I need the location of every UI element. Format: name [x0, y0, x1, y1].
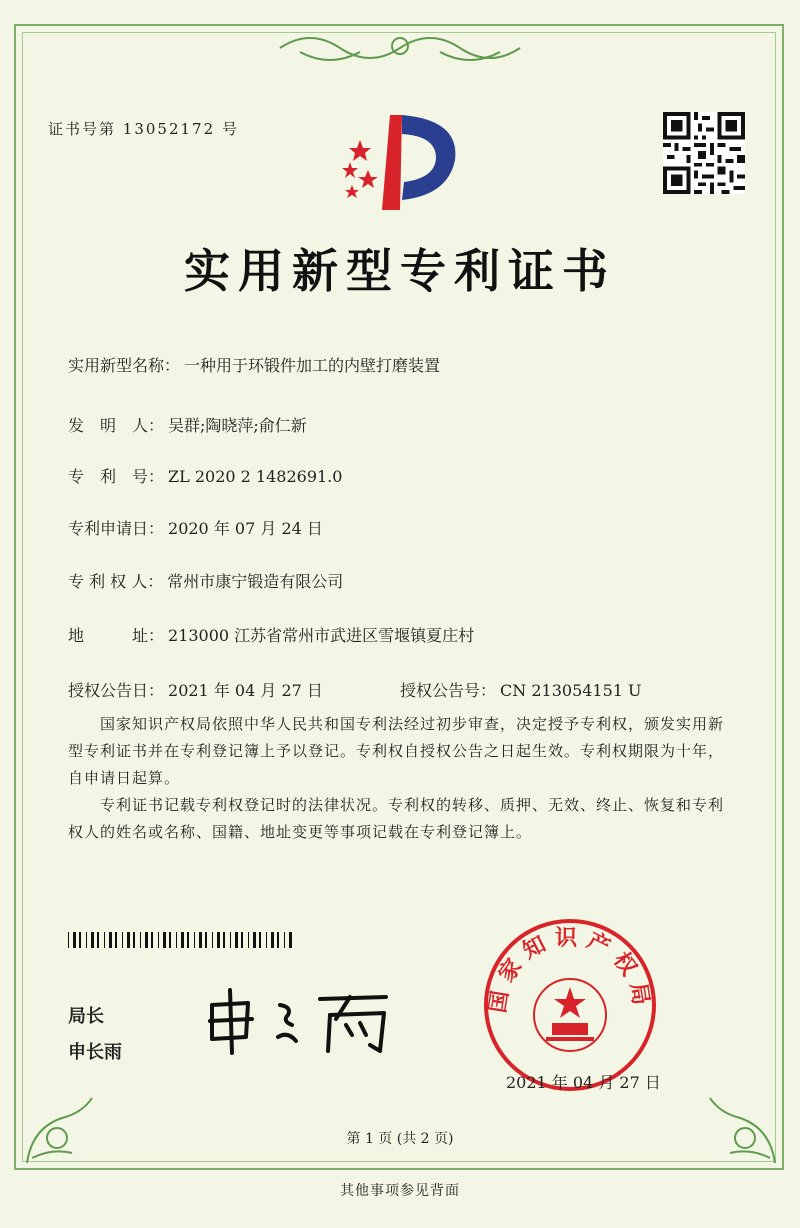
field-address: [68, 623, 474, 646]
field-name: [68, 353, 440, 376]
certificate-number: [48, 118, 239, 139]
field-holder-label: 专 利 权 人：: [68, 572, 164, 591]
field-grant-no: [400, 678, 642, 701]
field-apply-date-label: 专利申请日：: [68, 519, 165, 538]
director-name: 申长雨: [68, 1042, 122, 1063]
field-apply-date: [68, 516, 323, 539]
field-name-label: 实用新型名称：: [68, 356, 181, 375]
seal-text: 国家知识产权局: [485, 926, 655, 1015]
certificate-title: 实用新型专利证书: [184, 244, 616, 298]
certificate-number-suffix: 号: [221, 120, 239, 138]
certificate-number-value: 13052172: [122, 120, 216, 138]
field-address-value: 213000 江苏省常州市武进区雪堰镇夏庄村: [168, 626, 475, 645]
page-number: 第 1 页 (共 2 页): [346, 1131, 454, 1147]
field-apply-date-value: 2020 年 07 月 24 日: [168, 519, 323, 538]
field-grant-date: [68, 678, 323, 701]
field-grant-date-label: 授权公告日：: [68, 681, 165, 700]
field-grant-no-value: CN 213054151 U: [500, 681, 642, 700]
field-inventor-value: 吴群;陶晓萍;俞仁新: [168, 416, 307, 435]
field-patent-no: [68, 464, 342, 487]
qr-code-icon: [663, 112, 745, 194]
body-paragraph-1: 国家知识产权局依照中华人民共和国专利法经过初步审查，决定授予专利权，颁发实用新型专利证书并在专利登记簿上予以登记。专利权自授权公告之日起生效。专利权期限为十年，自申请日起算。: [68, 715, 725, 787]
official-seal-icon: [480, 915, 660, 1095]
certificate-number-label: 证书号第: [48, 120, 117, 138]
field-patent-no-label: 专 利 号：: [68, 467, 165, 486]
body-paragraph-2: 专利证书记载专利权登记时的法律状况。专利权的转移、质押、无效、终止、恢复和专利权人的姓名或名称、国籍、地址变更等事项记载在专利登记簿上。: [68, 796, 725, 841]
footer-note: 其他事项参见背面: [340, 1183, 460, 1199]
top-ornament: [270, 28, 530, 68]
field-name-value: 一种用于环锻件加工的内壁打磨装置: [184, 356, 441, 375]
field-holder: [68, 569, 343, 592]
cnipa-logo-icon: [330, 100, 470, 215]
field-address-label: 地 址：: [68, 626, 165, 645]
barcode-icon: [68, 932, 294, 948]
field-patent-no-value: ZL 2020 2 1482691.0: [168, 467, 343, 486]
field-grant-date-value: 2021 年 04 月 27 日: [168, 681, 323, 700]
field-holder-value: 常州市康宁锻造有限公司: [167, 572, 344, 591]
director-title: 局长: [68, 1006, 104, 1027]
field-inventor: [68, 413, 307, 436]
field-inventor-label: 发 明 人：: [68, 416, 165, 435]
signature-icon: [200, 985, 400, 1055]
field-grant-no-label: 授权公告号：: [400, 681, 497, 700]
seal-date: 2021 年 04 月 27 日: [506, 1073, 661, 1092]
